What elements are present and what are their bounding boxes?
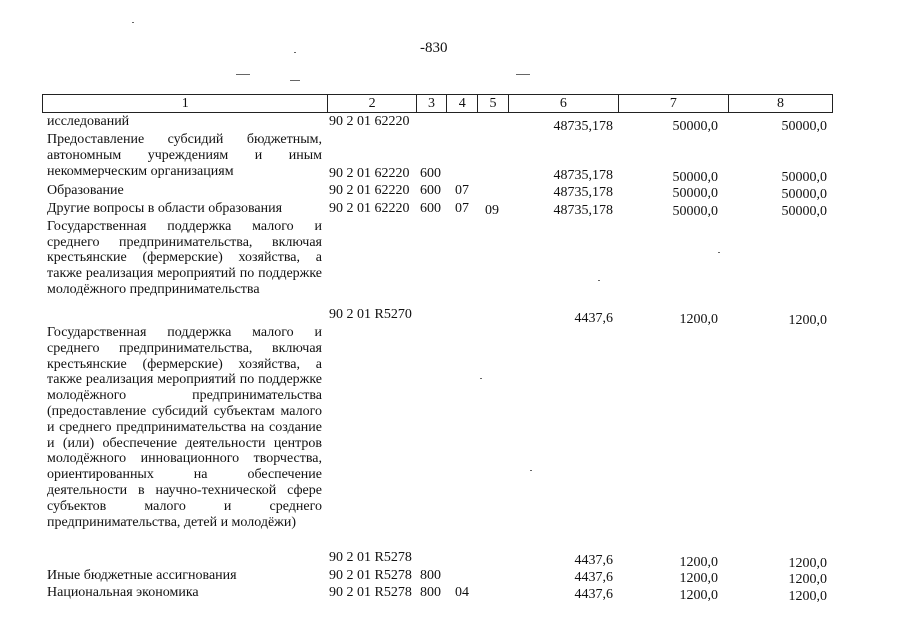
row-code: 90 2 01 62220 xyxy=(329,114,410,129)
row-name: Иные бюджетные ассигнования xyxy=(47,568,237,583)
row-value-7: 50000,0 xyxy=(672,186,718,201)
scan-speck xyxy=(598,280,600,281)
page-number: -830 xyxy=(420,40,448,56)
row-name: исследований xyxy=(47,114,130,129)
scan-speck xyxy=(132,22,134,23)
header-col-4: 4 xyxy=(447,95,478,112)
header-col-5: 5 xyxy=(478,95,509,112)
row-value-6: 48735,178 xyxy=(553,203,613,218)
row-col-4: 04 xyxy=(455,585,469,600)
row-col-5: 09 xyxy=(485,203,499,218)
row-value-7: 1200,0 xyxy=(679,588,718,603)
row-value-7: 50000,0 xyxy=(672,204,718,219)
scan-speck xyxy=(718,252,720,253)
scan-speck xyxy=(290,80,300,81)
row-value-6: 4437,6 xyxy=(574,570,613,585)
scan-speck xyxy=(294,52,296,53)
header-col-8: 8 xyxy=(729,95,833,112)
row-col-3: 600 xyxy=(420,183,441,198)
row-name: Другие вопросы в области образования xyxy=(47,201,283,216)
table-header xyxy=(42,94,833,113)
row-name: Образование xyxy=(47,183,124,198)
scan-speck xyxy=(530,470,532,471)
row-code: 90 2 01 62220 xyxy=(329,183,410,198)
row-value-8: 1200,0 xyxy=(788,589,827,604)
row-value-8: 1200,0 xyxy=(788,572,827,587)
row-value-8: 1200,0 xyxy=(788,556,827,571)
row-name: Национальная экономика xyxy=(47,585,199,600)
header-col-7: 7 xyxy=(619,95,729,112)
row-code: 90 2 01 R5270 xyxy=(329,307,412,322)
scan-speck xyxy=(480,378,482,379)
row-value-6: 4437,6 xyxy=(574,553,613,568)
row-value-6: 48735,178 xyxy=(553,119,613,134)
row-col-4: 07 xyxy=(455,201,469,216)
row-col-3: 600 xyxy=(420,166,441,181)
row-value-8: 50000,0 xyxy=(781,119,827,134)
row-name: Государственная поддержка малого и среднего предпринимательства, включая крестьянские (фермерские) хозяйства, а также реализация мероприятий по поддержке молодёжного предпринимательства (предоставление субсидий субъектам малого и среднего предпринимательства на создание и (или) обеспечение деятельности центров молодёжного инновационного творчества, ориентированных на обеспечение деятельности в научно-технической сфере субъектов малого и среднего предпринимательства, детей и молодёжи) xyxy=(47,325,322,530)
row-value-6: 4437,6 xyxy=(574,587,613,602)
row-value-8: 50000,0 xyxy=(781,204,827,219)
row-value-8: 1200,0 xyxy=(788,313,827,328)
row-value-6: 48735,178 xyxy=(553,168,613,183)
row-code: 90 2 01 R5278 xyxy=(329,568,412,583)
row-value-8: 50000,0 xyxy=(781,170,827,185)
row-value-8: 50000,0 xyxy=(781,187,827,202)
row-col-3: 800 xyxy=(420,585,441,600)
header-col-6: 6 xyxy=(509,95,619,112)
header-col-1: 1 xyxy=(43,95,328,112)
row-value-7: 50000,0 xyxy=(672,170,718,185)
row-value-7: 1200,0 xyxy=(679,571,718,586)
row-code: 90 2 01 62220 xyxy=(329,166,410,181)
scan-speck xyxy=(516,74,530,75)
header-col-3: 3 xyxy=(417,95,448,112)
row-value-6: 48735,178 xyxy=(553,185,613,200)
row-code: 90 2 01 R5278 xyxy=(329,585,412,600)
header-col-2: 2 xyxy=(328,95,416,112)
row-code: 90 2 01 62220 xyxy=(329,201,410,216)
row-value-7: 1200,0 xyxy=(679,312,718,327)
row-col-4: 07 xyxy=(455,183,469,198)
row-value-6: 4437,6 xyxy=(574,311,613,326)
row-col-3: 600 xyxy=(420,201,441,216)
row-code: 90 2 01 R5278 xyxy=(329,550,412,565)
scan-speck xyxy=(236,74,250,75)
row-name: Государственная поддержка малого и среднего предпринимательства, включая крестьянские (фермерские) хозяйства, а также реализация мероприятий по поддержке молодёжного предпринимательства xyxy=(47,219,322,297)
row-value-7: 1200,0 xyxy=(679,555,718,570)
row-col-3: 800 xyxy=(420,568,441,583)
row-value-7: 50000,0 xyxy=(672,119,718,134)
row-name: Предоставление субсидий бюджетным, автономным учреждениям и иным некоммерческим организациям xyxy=(47,132,322,179)
